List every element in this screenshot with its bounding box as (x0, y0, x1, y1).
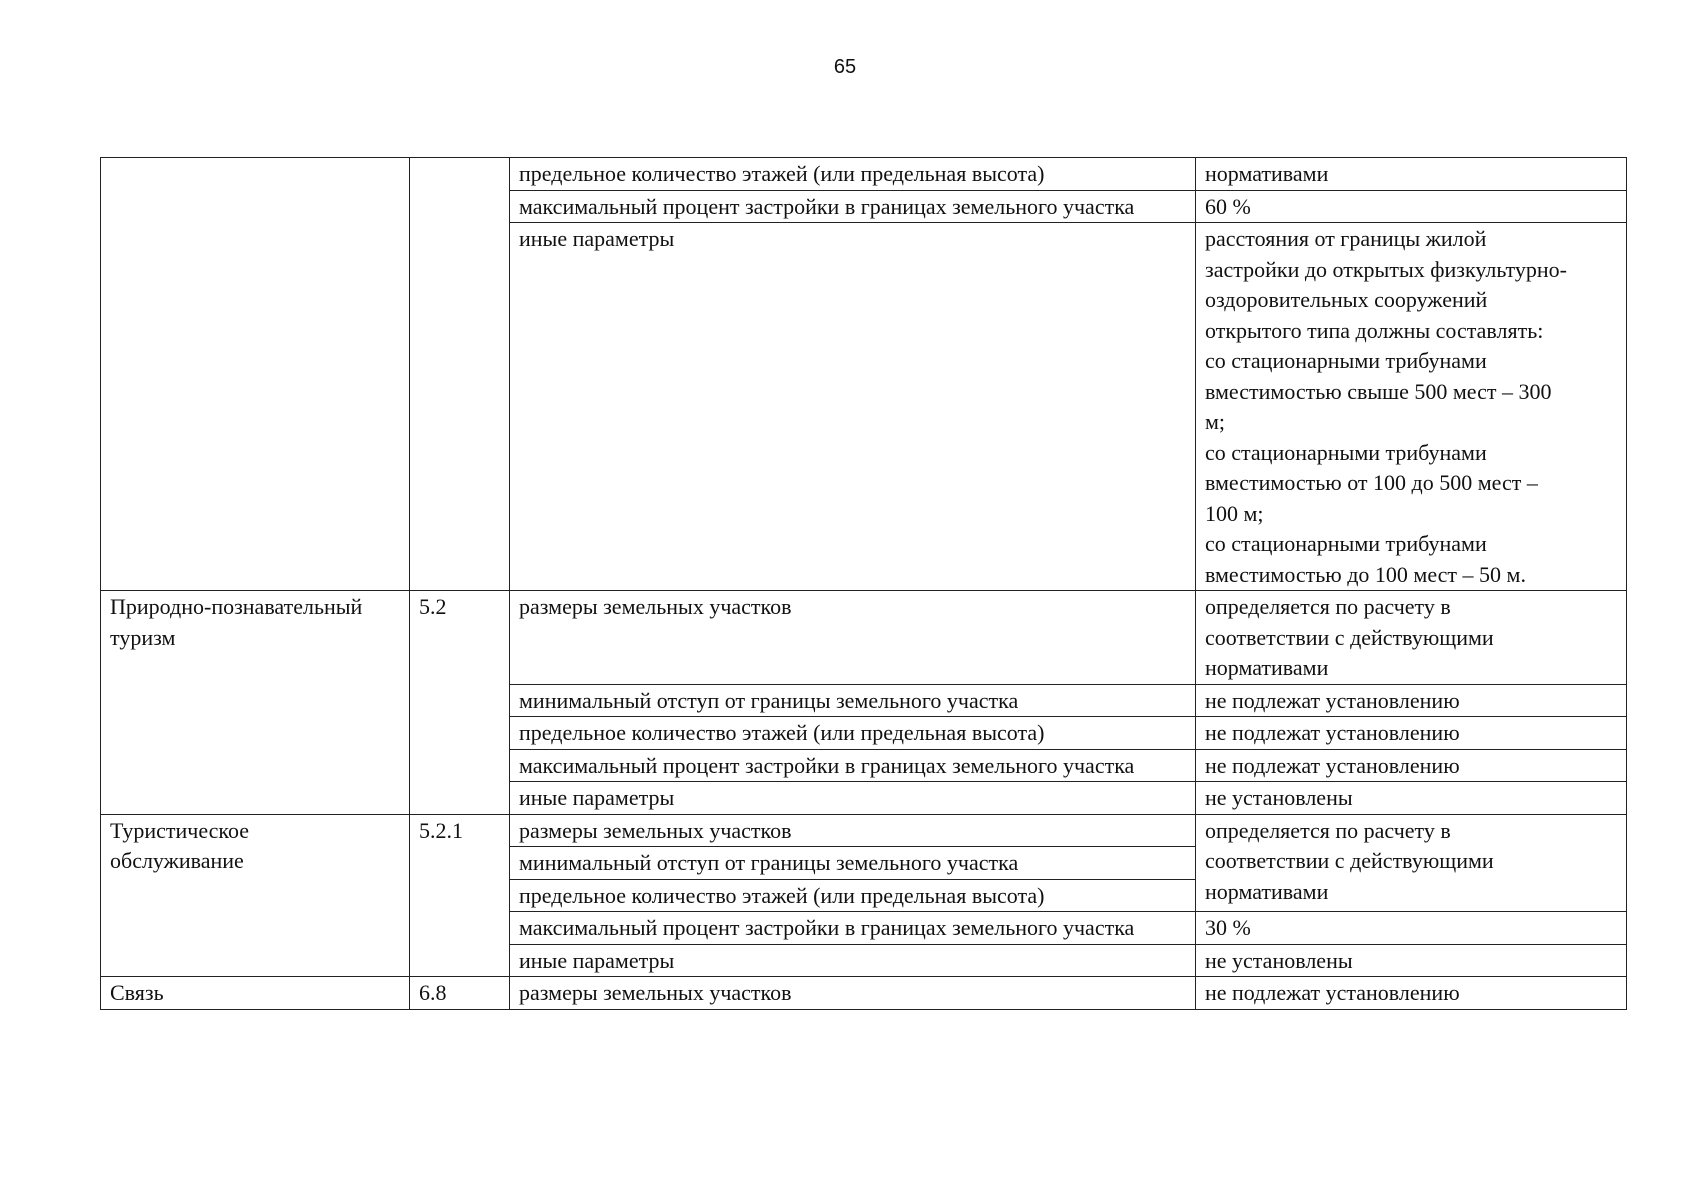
code-cell-empty (410, 158, 510, 591)
table-row (101, 814, 1627, 847)
value-cell: не установлены (1196, 944, 1627, 977)
type-cell: Туристическое обслуживание (101, 814, 410, 977)
param-cell: максимальный процент застройки в границах земельного участка (510, 912, 1196, 945)
param-cell: максимальный процент застройки в границах земельного участка (510, 749, 1196, 782)
code-cell: 6.8 (410, 977, 510, 1010)
parameters-table (100, 157, 1627, 1010)
code-cell: 5.2.1 (410, 814, 510, 977)
value-cell: 60 % (1196, 190, 1627, 223)
value-cell: определяется по расчету в соответствии с действующими нормативами (1196, 591, 1627, 685)
param-cell: предельное количество этажей (или предельная высота) (510, 879, 1196, 912)
value-cell: нормативами (1196, 158, 1627, 191)
param-cell: размеры земельных участков (510, 591, 1196, 685)
value-cell-merged: определяется по расчету в соответствии с действующими нормативами (1196, 814, 1627, 912)
value-cell: не подлежат установлению (1196, 749, 1627, 782)
value-cell: не подлежат установлению (1196, 684, 1627, 717)
table-row (101, 158, 1627, 191)
value-cell: не установлены (1196, 782, 1627, 815)
param-cell: иные параметры (510, 944, 1196, 977)
code-cell: 5.2 (410, 591, 510, 815)
table-row (101, 591, 1627, 685)
param-cell: размеры земельных участков (510, 977, 1196, 1010)
param-cell: максимальный процент застройки в границах земельного участка (510, 190, 1196, 223)
param-cell: иные параметры (510, 782, 1196, 815)
param-cell: предельное количество этажей (или предельная высота) (510, 158, 1196, 191)
param-cell: минимальный отступ от границы земельного участка (510, 684, 1196, 717)
value-cell: 30 % (1196, 912, 1627, 945)
param-cell: предельное количество этажей (или предельная высота) (510, 717, 1196, 750)
value-cell: не подлежат установлению (1196, 977, 1627, 1010)
type-cell: Связь (101, 977, 410, 1010)
value-cell: расстояния от границы жилой застройки до открытых физкультурно- оздоровительных сооружений открытого типа должны составлять: со стационарными трибунами вместимостью свыше 500 мест – 300 м; со стационарными трибунами вместимостью от 100 до 500 мест – 100 м; со стационарными трибунами вместимостью до 100 мест – 50 м. (1196, 223, 1627, 591)
type-cell-empty (101, 158, 410, 591)
table-row (101, 977, 1627, 1010)
page-number: 65 (833, 56, 857, 78)
param-cell: размеры земельных участков (510, 814, 1196, 847)
type-cell: Природно-познавательный туризм (101, 591, 410, 815)
value-cell: не подлежат установлению (1196, 717, 1627, 750)
param-cell: иные параметры (510, 223, 1196, 591)
param-cell: минимальный отступ от границы земельного участка (510, 847, 1196, 880)
